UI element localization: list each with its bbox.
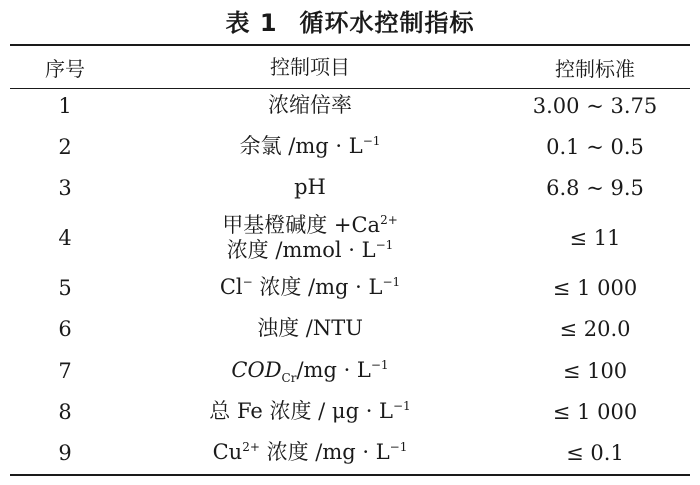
table-row — [10, 210, 690, 266]
table-title — [0, 0, 700, 40]
row-item: 浓缩倍率 — [268, 92, 352, 117]
row-standard: ≤ 1 000 — [552, 276, 638, 300]
table-row — [10, 127, 690, 167]
item-superscript: −1 — [393, 399, 411, 414]
row-standard: ≤ 20.0 — [559, 317, 631, 341]
row-standard: ≤ 1 000 — [552, 400, 638, 424]
item-superscript: −1 — [389, 440, 408, 455]
row-standard: 6.8 ~ 9.5 — [546, 176, 644, 200]
table-row — [10, 309, 690, 349]
item-text: Cl — [219, 275, 243, 300]
item-subscript: Cr — [281, 371, 297, 386]
item-text: COD — [231, 358, 282, 383]
table-row — [10, 392, 690, 432]
table-row — [10, 433, 690, 473]
row-standard: ≤ 100 — [562, 359, 628, 383]
row-number: 9 — [58, 441, 72, 465]
row-number: 4 — [58, 226, 72, 250]
row-item: 浊度 /NTU — [257, 316, 363, 341]
table-number: 表 1 — [225, 8, 278, 37]
row-standard: 3.00 ~ 3.75 — [532, 93, 658, 118]
row-item — [120, 440, 500, 465]
row-item — [120, 134, 500, 159]
row-item — [120, 213, 500, 263]
row-number: 7 — [58, 359, 72, 383]
item-superscript: −1 — [382, 275, 401, 290]
item-text: 总 Fe 浓度 / μg · L — [209, 399, 393, 424]
header-item: 控制项目 — [270, 55, 350, 79]
row-standard: ≤ 0.1 — [566, 441, 624, 465]
item-superscript: − — [242, 275, 253, 290]
table-caption: 循环水控制指标 — [299, 8, 475, 37]
table-row — [10, 268, 690, 308]
item-text: 余氯 /mg · L — [239, 134, 363, 159]
item-superscript: −1 — [362, 134, 381, 149]
item-text: 甲基橙碱度 +Ca — [222, 212, 381, 237]
row-number: 5 — [58, 276, 72, 300]
table-row — [10, 88, 690, 123]
row-item — [120, 399, 500, 424]
row-number: 3 — [58, 176, 72, 200]
item-text: Cu — [212, 440, 243, 465]
item-text: 浓度 /mg · L — [252, 275, 383, 300]
item-superscript: −1 — [370, 358, 389, 373]
item-text: 浓度 /mmol · L — [226, 238, 376, 262]
item-line-1 — [120, 213, 500, 238]
row-number: 2 — [58, 135, 72, 159]
table-row — [10, 168, 690, 208]
item-line-2 — [120, 238, 500, 263]
row-standard: 0.1 ~ 0.5 — [546, 135, 644, 159]
item-superscript: −1 — [375, 238, 394, 252]
row-standard: ≤ 11 — [569, 226, 621, 250]
item-text: /mg · L — [296, 358, 371, 383]
row-item — [120, 358, 500, 386]
row-number: 6 — [58, 317, 72, 341]
row-number: 8 — [58, 400, 72, 424]
table-header — [10, 46, 690, 88]
item-text: 浓度 /mg · L — [259, 440, 390, 465]
row-item — [120, 275, 500, 300]
row-number: 1 — [58, 93, 72, 118]
row-item: pH — [294, 175, 326, 200]
table-row — [10, 351, 690, 391]
item-superscript: 2+ — [242, 440, 260, 455]
item-superscript: 2+ — [380, 212, 398, 227]
bottom-rule — [10, 474, 690, 476]
header-number: 序号 — [45, 56, 85, 81]
header-standard: 控制标准 — [555, 56, 635, 81]
